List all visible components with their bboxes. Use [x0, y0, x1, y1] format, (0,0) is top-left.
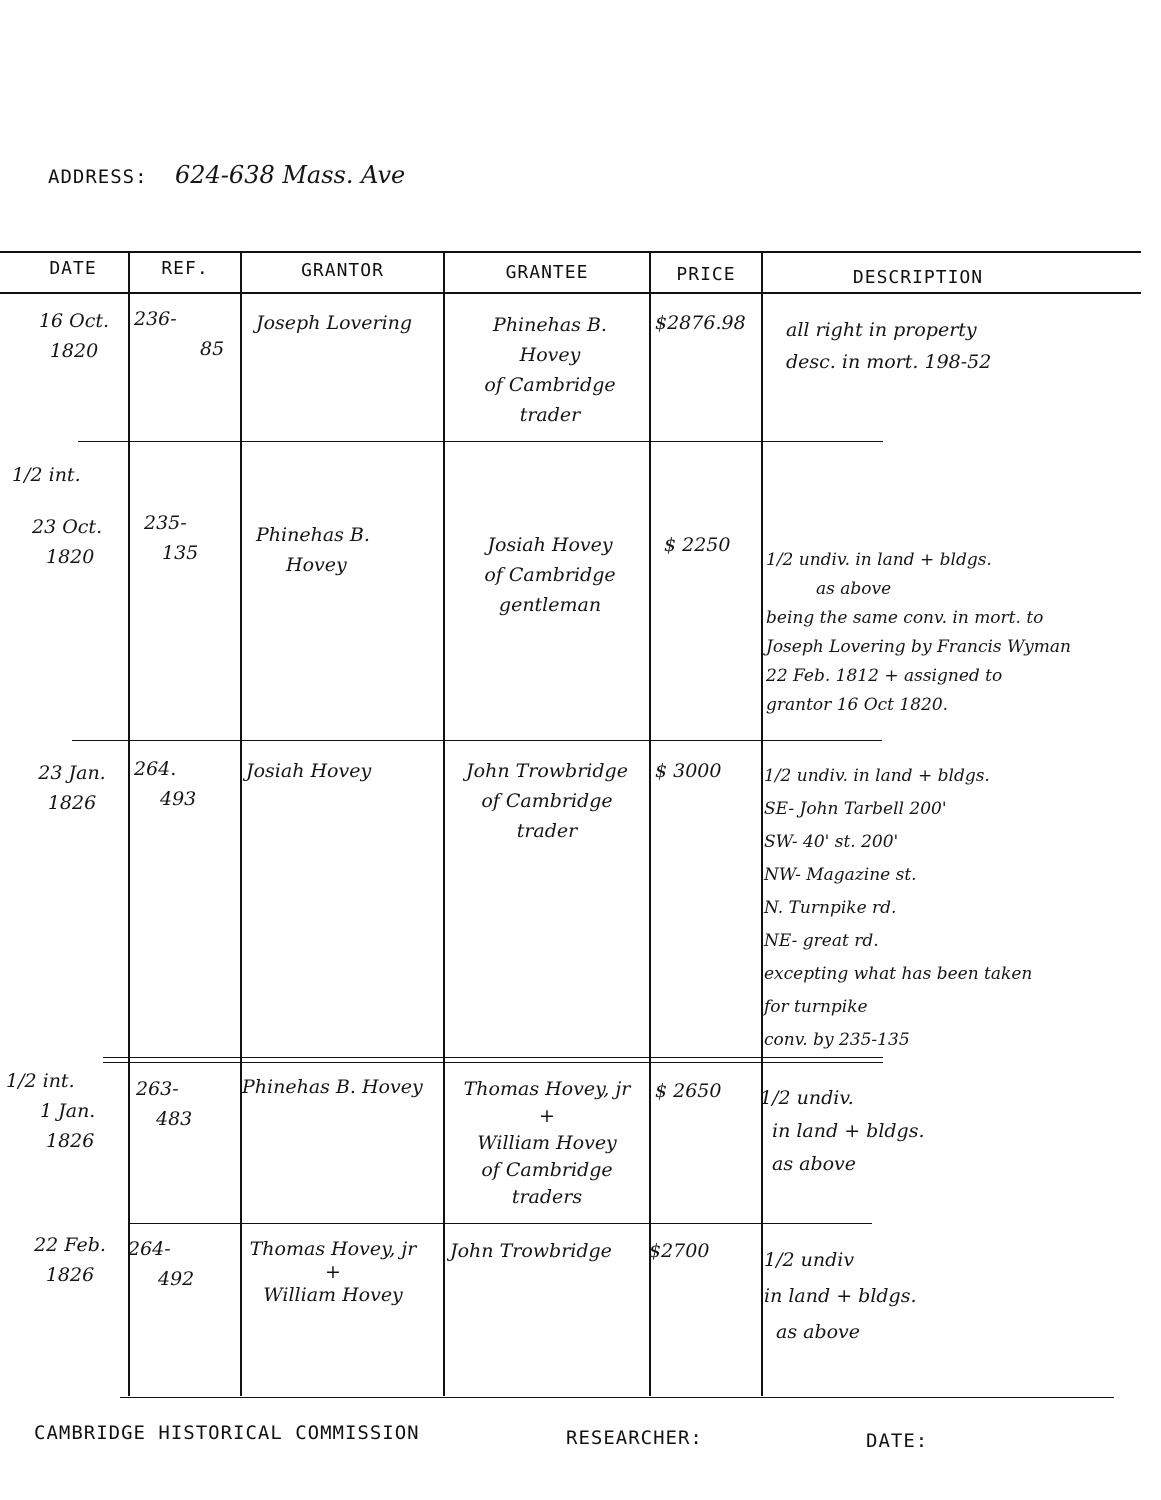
column-header-date: DATE — [49, 258, 97, 279]
entry-ref: 264. 493 — [134, 758, 197, 810]
entry-date: 1/2 int. 1 Jan. 1826 — [6, 1070, 96, 1152]
footer-date-label: DATE: — [866, 1430, 929, 1452]
entry-ref: 264- 492 — [128, 1238, 195, 1290]
entry-description: all right in property desc. in mort. 198-52 — [786, 319, 992, 373]
col-divider-grantee — [649, 251, 651, 1396]
entry-description: 1/2 undiv. in land + bldgs. as above — [760, 1087, 925, 1175]
entry-grantor: Thomas Hovey, jr + William Hovey — [249, 1238, 417, 1306]
row-separator-3b — [103, 1062, 883, 1063]
entry-description: 1/2 undiv. in land + bldgs. SE- John Tarbell 200' SW- 40' st. 200' NW- Magazine st. N. Turnpike rd. NE- great rd. excepting what has been taken for turnpike conv. by 235-135 — [764, 766, 1033, 1050]
entry-price: $2876.98 — [655, 312, 746, 334]
entry-ref: 263- 483 — [136, 1078, 193, 1130]
row-separator-4 — [128, 1223, 872, 1224]
footer-organization: CAMBRIDGE HISTORICAL COMMISSION — [34, 1422, 420, 1444]
entry-grantor: Josiah Hovey — [246, 760, 372, 782]
row-separator-2 — [72, 740, 882, 741]
entry-grantor: Phinehas B. Hovey — [242, 1076, 423, 1098]
entry-price: $ 2250 — [664, 534, 731, 556]
entry-date: 22 Feb. 1826 — [34, 1234, 106, 1286]
header-bottom-rule — [0, 292, 1141, 294]
entry-price: $2700 — [649, 1240, 710, 1262]
column-header-grantor: GRANTOR — [301, 260, 384, 281]
entry-grantor: Joseph Lovering — [256, 312, 413, 334]
entry-date: 23 Jan. 1826 — [38, 762, 106, 814]
col-divider-date — [128, 251, 130, 1396]
column-header-price: PRICE — [676, 264, 736, 285]
entry-ref: 236- 85 — [134, 308, 225, 360]
column-header-grantee: GRANTEE — [505, 262, 589, 283]
entry-grantee: John Trowbridge — [450, 1240, 612, 1262]
entry-grantee: John Trowbridge of Cambridge trader — [466, 760, 628, 842]
entry-date: 1/2 int. 23 Oct. 1820 — [12, 464, 103, 568]
entry-description: 1/2 undiv in land + bldgs. as above — [764, 1249, 917, 1343]
entry-grantee: Phinehas B. Hovey of Cambridge trader — [484, 314, 616, 426]
col-divider-grantor — [443, 251, 445, 1396]
col-divider-price — [761, 251, 763, 1396]
row-separator-1 — [78, 441, 883, 442]
entry-ref: 235- 135 — [144, 512, 199, 564]
column-header-description: DESCRIPTION — [852, 267, 984, 288]
entry-price: $ 2650 — [655, 1080, 722, 1102]
entry-grantee: Thomas Hovey, jr + William Hovey of Cambridge traders — [463, 1078, 631, 1208]
entry-grantee: Josiah Hovey of Cambridge gentleman — [484, 534, 616, 616]
address-value: 624-638 Mass. Ave — [175, 161, 406, 189]
row-separator-3a — [103, 1057, 883, 1058]
address-label: ADDRESS: — [48, 166, 148, 188]
entry-description: 1/2 undiv. in land + bldgs. as above being the same conv. in mort. to Joseph Lovering by Francis Wyman 22 Feb. 1812 + assigned to grantor 16 Oct 1820. — [766, 550, 1071, 715]
column-header-ref: REF. — [161, 258, 209, 279]
entry-date: 16 Oct. 1820 — [38, 310, 110, 362]
col-divider-ref — [240, 251, 242, 1396]
entry-price: $ 3000 — [655, 760, 722, 782]
entry-grantor: Phinehas B. Hovey — [256, 524, 370, 576]
table-top-rule — [0, 251, 1141, 253]
table-bottom-rule — [120, 1397, 1114, 1398]
footer-researcher-label: RESEARCHER: — [566, 1427, 703, 1449]
